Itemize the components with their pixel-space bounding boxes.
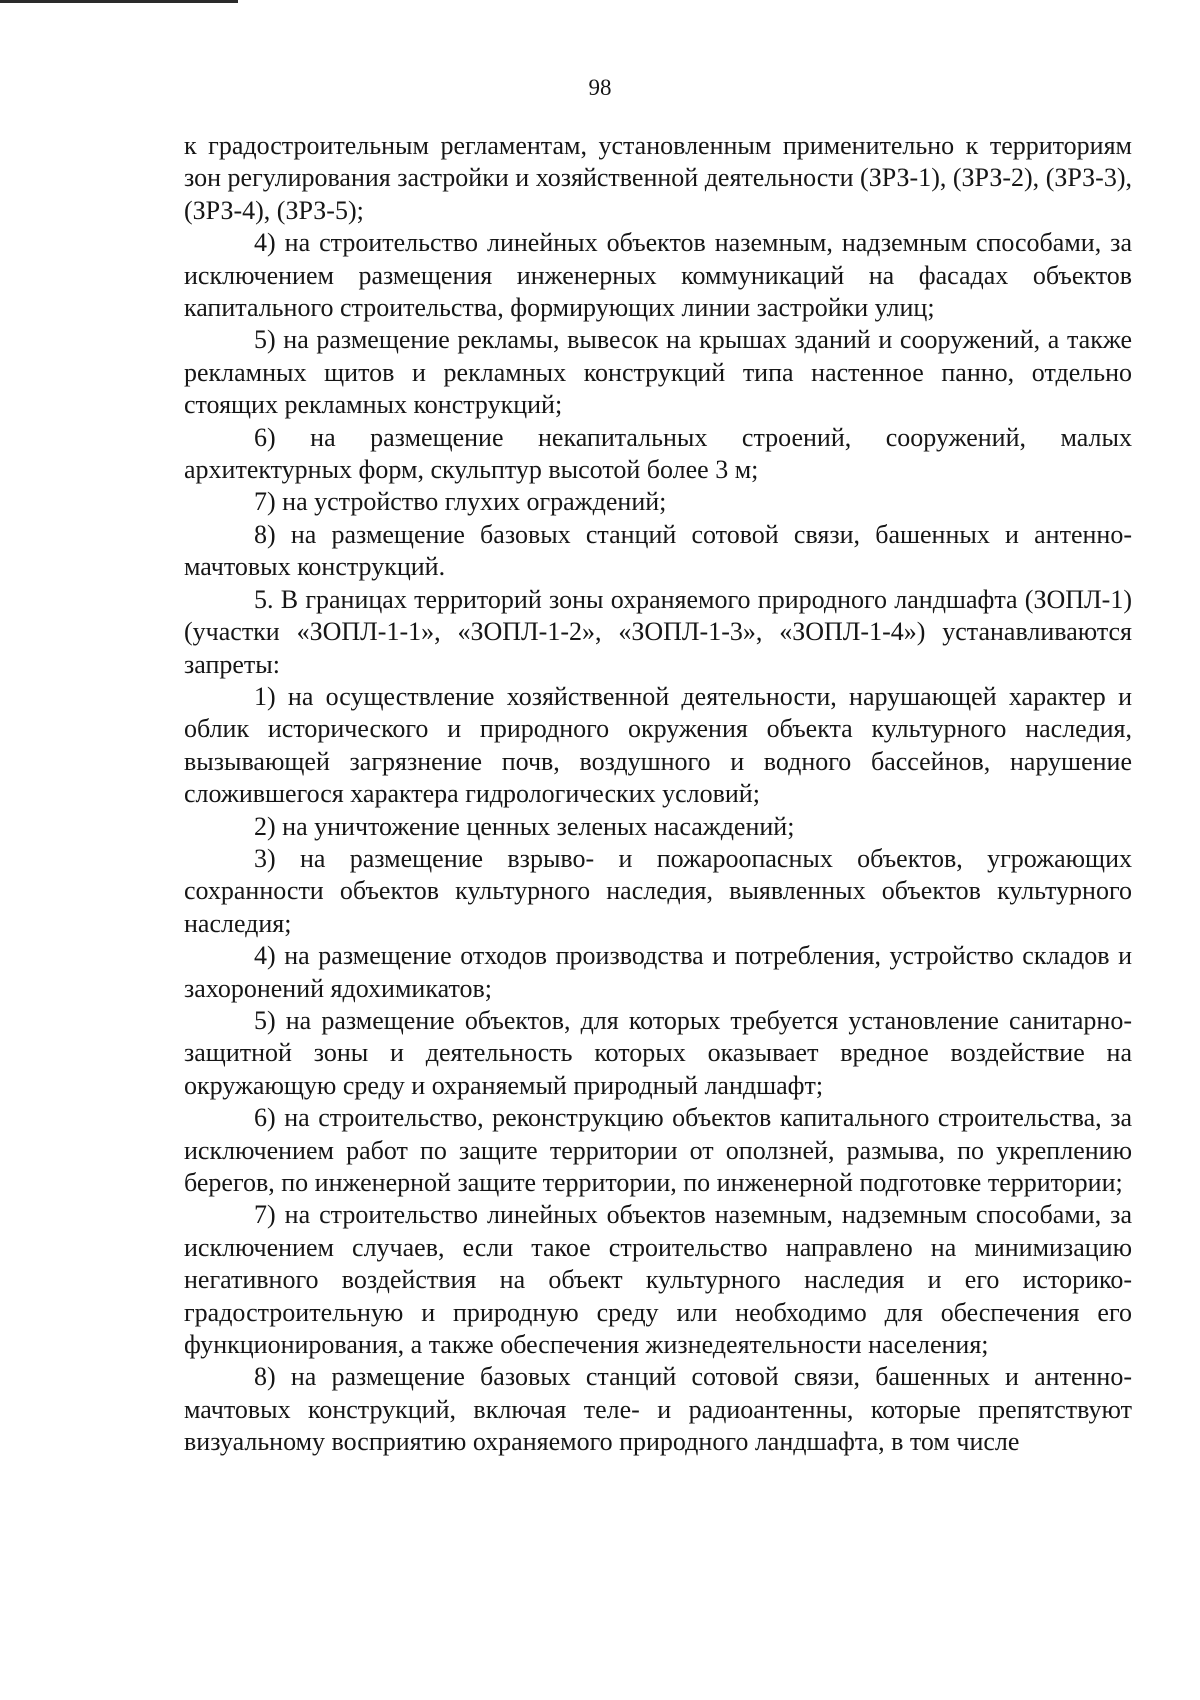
paragraph: 1) на осуществление хозяйственной деятельности, нарушающей характер и облик исторического и природного окружения объекта культурного наследия, вызывающей загрязнение почв, воздушного и водного бассейнов, нарушение сложившегося характера гидрологических условий;	[184, 681, 1132, 809]
paragraph: 6) на размещение некапитальных строений, сооружений, малых архитектурных форм, скульптур высотой более 3 м;	[184, 422, 1132, 485]
paragraph: 7) на строительство линейных объектов наземным, надземным способами, за исключением случаев, если такое строительство направлено на минимизацию негативного воздействия на объект культурного наследия и его историко-градостроительную и природную среду или необходимо для обеспечения его функционирования, а также обеспечения жизнедеятельности населения;	[184, 1200, 1132, 1360]
page-number: 98	[588, 75, 612, 100]
paragraph: к градостроительным регламентам, установленным применительно к территориям зон регулирования застройки и хозяйственной деятельности (ЗРЗ-1), (ЗРЗ-2), (ЗРЗ-3), (ЗРЗ-4), (ЗРЗ-5);	[184, 131, 1132, 225]
paragraph: 8) на размещение базовых станций сотовой связи, башенных и антенно-мачтовых конструкций, включая теле- и радиоантенны, которые препятствуют визуальному восприятию охраняемого природного ландшафта, в том числе	[184, 1362, 1132, 1457]
paragraph: 4) на размещение отходов производства и потребления, устройство складов и захоронений ядохимикатов;	[184, 941, 1132, 1003]
paragraph: 8) на размещение базовых станций сотовой связи, башенных и антенно-мачтовых конструкций.	[184, 519, 1132, 582]
scan-edge-line	[0, 0, 238, 3]
paragraph: 2) на уничтожение ценных зеленых насаждений;	[254, 811, 795, 841]
paragraph: 6) на строительство, реконструкцию объектов капитального строительства, за исключением работ по защите территории от оползней, размыва, по укреплению берегов, по инженерной защите территории, по инженерной подготовке территории;	[184, 1103, 1132, 1197]
section-heading-paragraph: 5. В границах территорий зоны охраняемого природного ландшафта (ЗОПЛ-1) (участки «ЗОПЛ-1-1», «ЗОПЛ-1-2», «ЗОПЛ-1-3», «ЗОПЛ-1-4») устанавливаются запреты:	[184, 584, 1132, 679]
paragraph: 5) на размещение объектов, для которых требуется установление санитарно-защитной зоны и деятельность которых оказывает вредное воздействие на окружающую среду и охраняемый природный ландшафт;	[184, 1005, 1132, 1100]
document-body	[184, 130, 1132, 1459]
paragraph: 3) на размещение взрыво- и пожароопасных объектов, угрожающих сохранности объектов культурного наследия, выявленных объектов культурного наследия;	[184, 843, 1132, 938]
paragraph: 4) на строительство линейных объектов наземным, надземным способами, за исключением размещения инженерных коммуникаций на фасадах объектов капитального строительства, формирующих линии застройки улиц;	[184, 228, 1132, 323]
paragraph: 5) на размещение рекламы, вывесок на крышах зданий и сооружений, а также рекламных щитов и рекламных конструкций типа настенное панно, отдельно стоящих рекламных конструкций;	[184, 325, 1132, 420]
paragraph: 7) на устройство глухих ограждений;	[254, 487, 667, 517]
